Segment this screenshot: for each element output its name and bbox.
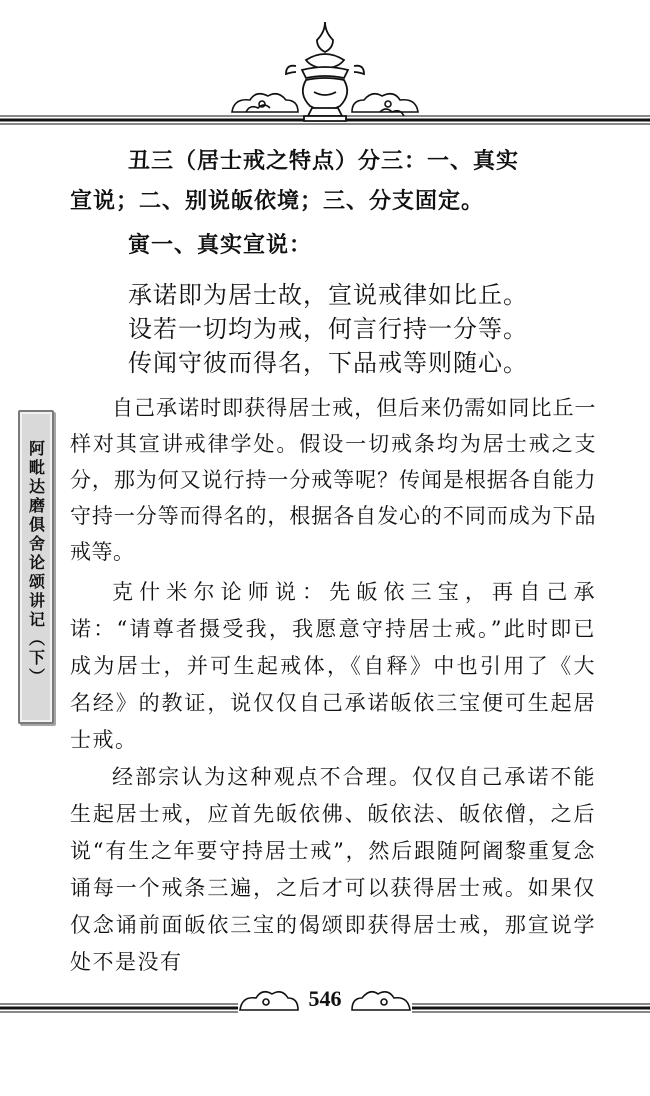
header-ornament <box>0 0 650 140</box>
verse-line: 设若一切均为戒，何言行持一分等。 <box>128 315 528 343</box>
page-number: 546 <box>308 986 342 1011</box>
subsection-heading <box>70 226 600 266</box>
commentary-paragraph: 自己承诺时即获得居士戒，但后来仍需如同比丘一样对其宣讲戒律学处。假设一切戒条均为居士戒之支分，那为何又说行持一分戒等呢？传闻是根据各自能力守持一分等而得名的，根据各自发心的不同而成为下品戒等。 <box>70 396 596 564</box>
verse-line: 承诺即为居士故，宣说戒律如比丘。 <box>128 281 528 309</box>
cloud-icon-right <box>352 94 418 116</box>
subsection-heading-text: 寅一、真实宣说： <box>128 233 313 258</box>
verse-line: 传闻守彼而得名，下品戒等则随心。 <box>128 349 528 377</box>
side-title-tab <box>18 410 54 724</box>
side-title-text: 阿毗达磨俱舍论颂讲记（下） <box>26 440 46 687</box>
verse-block <box>128 278 598 380</box>
section-heading-line1: 丑三（居士戒之特点）分三：一、真实 <box>128 149 520 174</box>
section-heading-line2: 宣说；二、别说皈依境；三、分支固定。 <box>70 189 485 214</box>
section-heading <box>70 142 600 222</box>
commentary-paragraph: 经部宗认为这种观点不合理。仅仅自己承诺不能生起居士戒，应首先皈依佛、皈依法、皈依僧，之后说“有生之年要守持居士戒”，然后跟随阿阇黎重复念诵每一个戒条三遍，之后才可以获得居士戒。如果仅仅念诵前面皈依三宝的偈颂即获得居士戒，那宣说学处不是没有 <box>70 765 596 974</box>
cloud-icon-left <box>232 94 298 112</box>
commentary-paragraph: 克什米尔论师说：先皈依三宝，再自己承诺：“请尊者摄受我，我愿意守持居士戒。”此时即已成为居士，并可生起戒体，《自释》中也引用了《大名经》的教证，说仅仅自己承诺皈依三宝便可生起居士戒。 <box>70 580 596 752</box>
